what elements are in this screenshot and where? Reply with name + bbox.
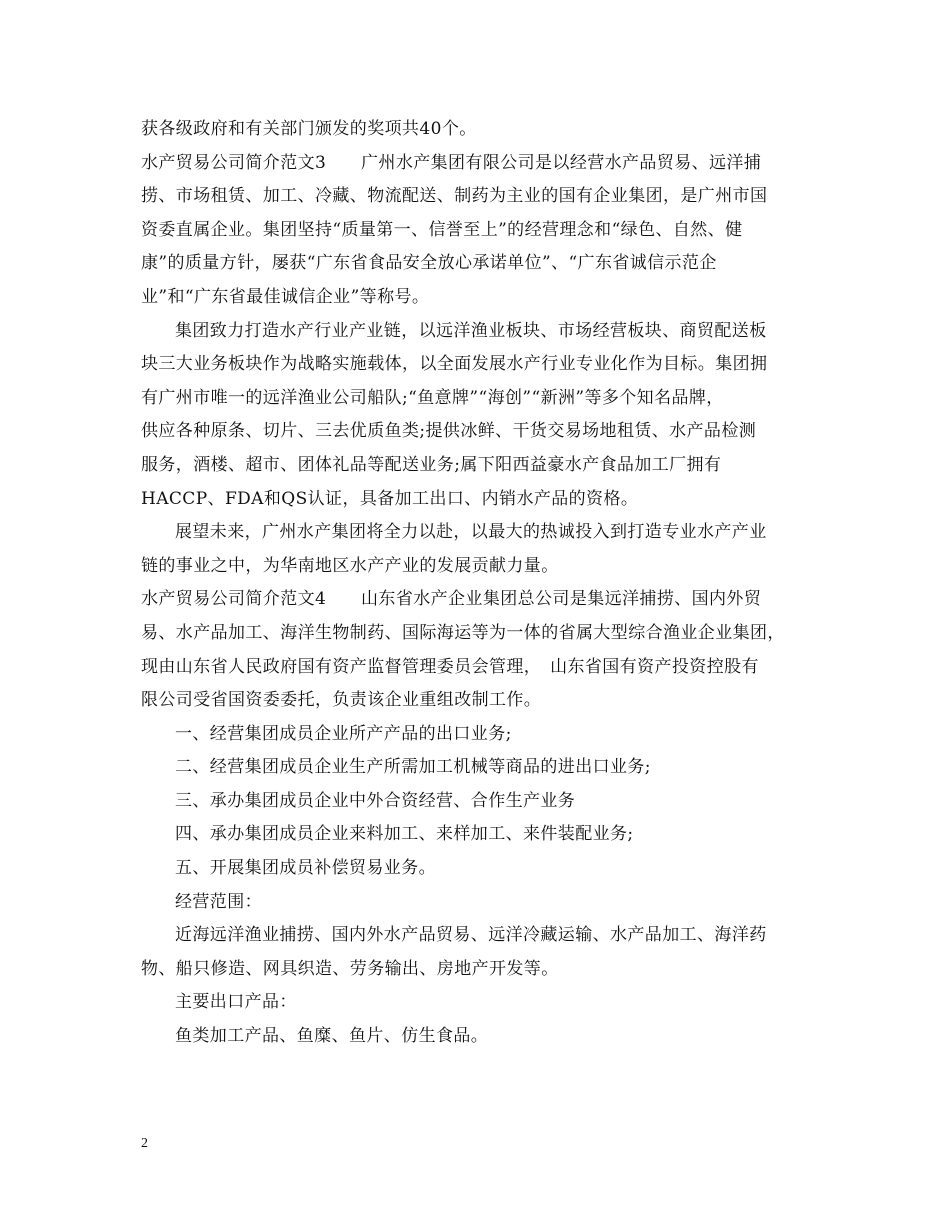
text-line: 资委直属企业。集团坚持“质量第一、信誉至上”的经营理念和“绿色、自然、健 bbox=[141, 219, 743, 240]
text-line: 供应各种原条、切片、三去优质鱼类;提供冰鲜、干货交易场地租赁、水产品检测 bbox=[141, 421, 757, 442]
text-line: 业”和“广东省最佳诚信企业”等称号。 bbox=[141, 286, 430, 307]
text-line: 一、经营集团成员企业所产产品的出口业务; bbox=[175, 723, 512, 744]
text-line: 五、开展集团成员补偿贸易业务。 bbox=[175, 858, 436, 879]
text-line: 易、水产品加工、海洋生物制药、国际海运等为一体的省属大型综合渔业企业集团， bbox=[141, 622, 785, 643]
text-line: 展望未来，广州水产集团将全力以赴，以最大的热诚投入到打造专业水产产业 bbox=[175, 522, 767, 543]
text-line: 块三大业务板块作为战略实施载体，以全面发展水产行业专业化作为目标。集团拥 bbox=[141, 354, 768, 375]
text-line: 水产贸易公司简介范文3 广州水产集团有限公司是以经营水产品贸易、远洋捕 bbox=[141, 152, 762, 173]
text-line: 捞、市场租赁、加工、冷藏、物流配送、制药为主业的国有企业集团，是广州市国 bbox=[141, 186, 768, 207]
text-line: 集团致力打造水产行业产业链，以远洋渔业板块、市场经营板块、商贸配送板 bbox=[175, 320, 767, 341]
text-line: 康”的质量方针，屡获“广东省食品安全放心承诺单位”、“广东省诚信示范企 bbox=[141, 253, 717, 274]
text-line: 获各级政府和有关部门颁发的奖项共40个。 bbox=[141, 119, 477, 139]
text-line: 三、承办集团成员企业中外合资经营、合作生产业务 bbox=[175, 790, 576, 811]
document-body bbox=[141, 113, 813, 1054]
text-line: 有广州市唯一的远洋渔业公司船队;“鱼意牌”“海创”“新洲”等多个知名品牌， bbox=[141, 387, 724, 408]
text-line: 鱼类加工产品、鱼糜、鱼片、仿生食品。 bbox=[175, 1026, 489, 1047]
text-line: 物、船只修造、网具织造、劳务输出、房地产开发等。 bbox=[141, 958, 559, 979]
text-line: 经营范围： bbox=[175, 891, 262, 912]
text-line: 现由山东省人民政府国有资产监督管理委员会管理， 山东省国有资产投资控股有 bbox=[141, 656, 759, 677]
text-line: 链的事业之中，为华南地区水产产业的发展贡献力量。 bbox=[141, 555, 559, 576]
text-line: 近海远洋渔业捕捞、国内外水产品贸易、远洋冷藏运输、水产品加工、海洋药 bbox=[175, 925, 767, 946]
text-line: 服务，酒楼、超市、团体礼品等配送业务;属下阳西益豪水产食品加工厂拥有 bbox=[141, 454, 722, 475]
text-line: 二、经营集团成员企业生产所需加工机械等商品的进出口业务; bbox=[175, 757, 651, 778]
text-line: 四、承办集团成员企业来料加工、来样加工、来件装配业务; bbox=[175, 824, 634, 845]
text-line: 水产贸易公司简介范文4 山东省水产企业集团总公司是集远洋捕捞、国内外贸 bbox=[141, 589, 762, 610]
text-line: 限公司受省国资委委托，负责该企业重组改制工作。 bbox=[141, 690, 542, 711]
text-line: 主要出口产品： bbox=[175, 992, 297, 1013]
page-number: 2 bbox=[141, 1136, 148, 1151]
text-line: HACCP、FDA和QS认证，具备加工出口、内销水产品的资格。 bbox=[141, 488, 639, 509]
